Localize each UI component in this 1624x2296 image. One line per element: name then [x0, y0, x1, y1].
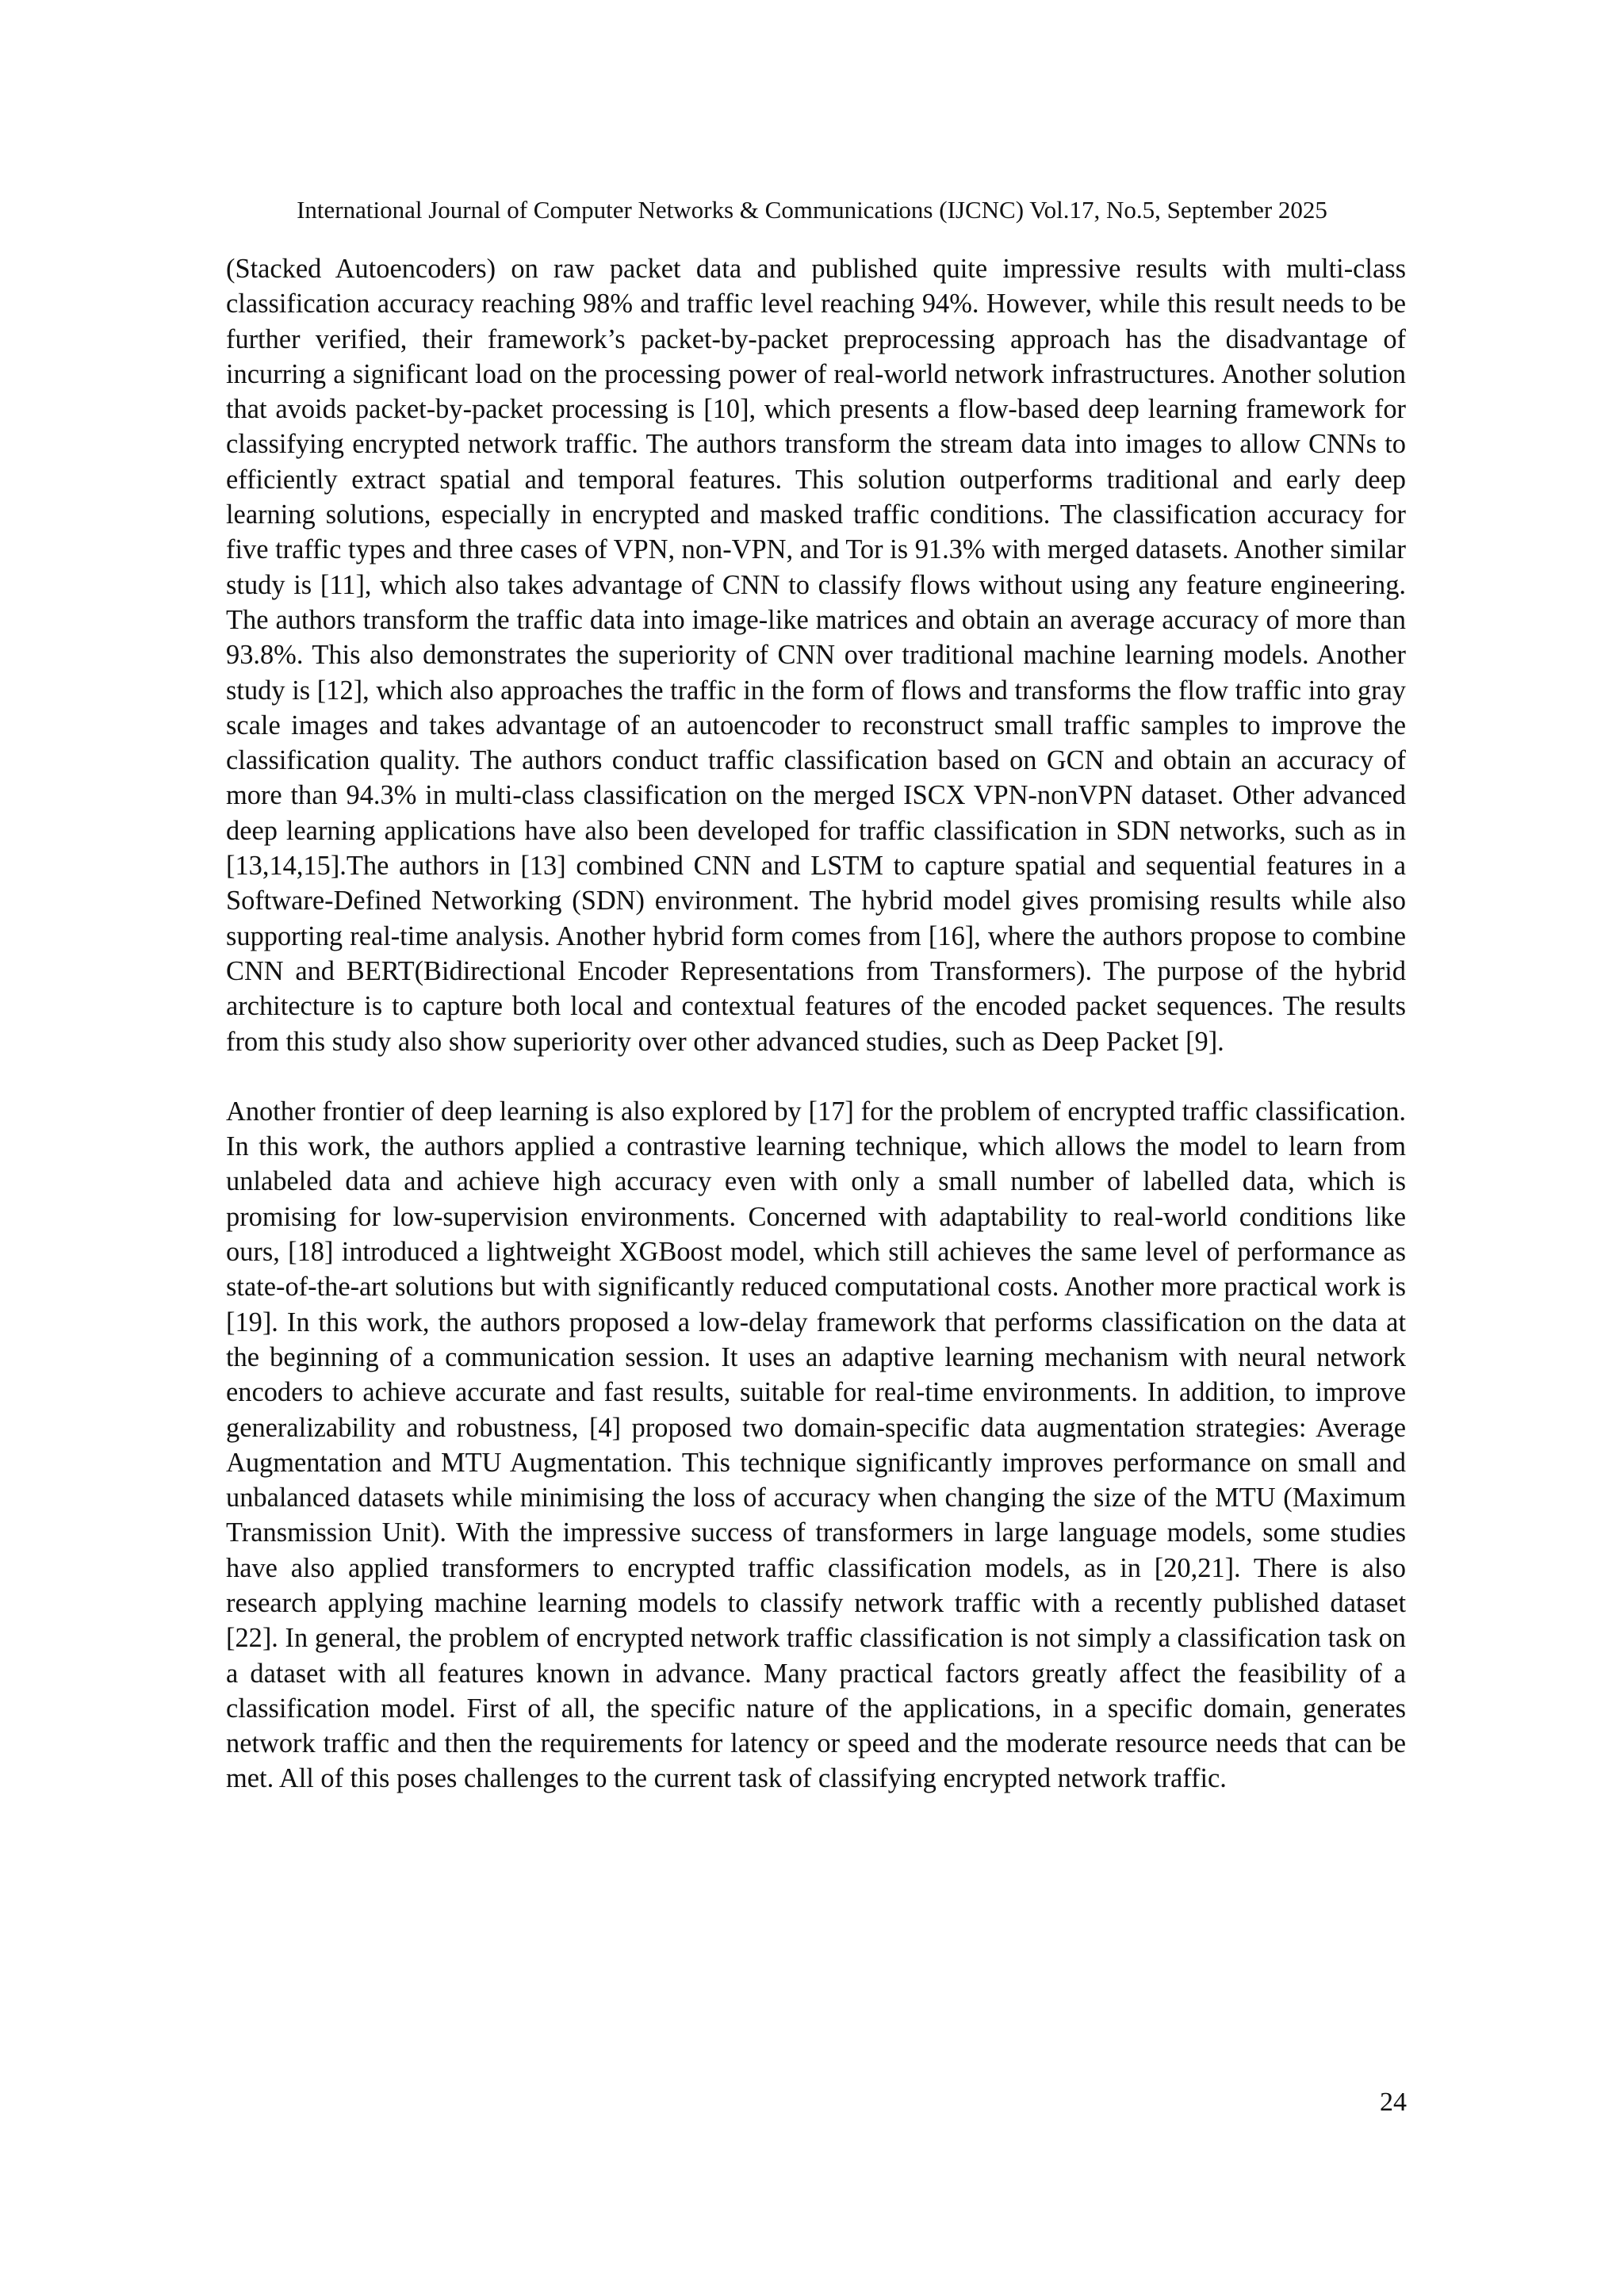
- page-number: 24: [1380, 2087, 1407, 2117]
- journal-header: International Journal of Computer Networks & Communications (IJCNC) Vol.17, No.5, September 2025: [297, 196, 1327, 224]
- paragraph-deep-learning-approaches: (Stacked Autoencoders) on raw packet data and published quite impressive results with multi-class classification accuracy reaching 98% and traffic level reaching 94%. However, while this result needs to be further verified, their framework’s packet-by-packet preprocessing approach has the disadvantage of incurring a significant load on the processing power of real-world network infrastructures. Another solution that avoids packet-by-packet processing is [10], which presents a flow-based deep learning framework for classifying encrypted network traffic. The authors transform the stream data into images to allow CNNs to efficiently extract spatial and temporal features. This solution outperforms traditional and early deep learning solutions, especially in encrypted and masked traffic conditions. The classification accuracy for five traffic types and three cases of VPN, non-VPN, and Tor is 91.3% with merged datasets. Another similar study is [11], which also takes advantage of CNN to classify flows without using any feature engineering. The authors transform the traffic data into image-like matrices and obtain an average accuracy of more than 93.8%. This also demonstrates the superiority of CNN over traditional machine learning models. Another study is [12], which also approaches the traffic in the form of flows and transforms the flow traffic into gray scale images and takes advantage of an autoencoder to reconstruct small traffic samples to improve the classification quality. The authors conduct traffic classification based on GCN and obtain an accuracy of more than 94.3% in multi-class classification on the merged ISCX VPN-nonVPN dataset. Other advanced deep learning applications have also been developed for traffic classification in SDN networks, such as in [13,14,15].The authors in [13] combined CNN and LSTM to capture spatial and sequential features in a Software-Defined Networking (SDN) environment. The hybrid model gives promising results while also supporting real-time analysis. Another hybrid form comes from [16], where the authors propose to combine CNN and BERT(Bidirectional Encoder Representations from Transformers). The purpose of the hybrid architecture is to capture both local and contextual features of the encoded packet sequences. The results from this study also show superiority over other advanced studies, such as Deep Packet [9].: [226, 254, 1406, 1057]
- body-text: [226, 251, 1406, 1797]
- paragraph-other-frontiers: Another frontier of deep learning is also explored by [17] for the problem of encrypted traffic classification. In this work, the authors applied a contrastive learning technique, which allows the model to learn from unlabeled data and achieve high accuracy even with only a small number of labelled data, which is promising for low-supervision environments. Concerned with adaptability to real-world conditions like ours, [18] introduced a lightweight XGBoost model, which still achieves the same level of performance as state-of-the-art solutions but with significantly reduced computational costs. Another more practical work is [19]. In this work, the authors proposed a low-delay framework that performs classification on the data at the beginning of a communication session. It uses an adaptive learning mechanism with neural network encoders to achieve accurate and fast results, suitable for real-time environments. In addition, to improve generalizability and robustness, [4] proposed two domain-specific data augmentation strategies: Average Augmentation and MTU Augmentation. This technique significantly improves performance on small and unbalanced datasets while minimising the loss of accuracy when changing the size of the MTU (Maximum Transmission Unit). With the impressive success of transformers in large language models, some studies have also applied transformers to encrypted traffic classification models, as in [20,21]. There is also research applying machine learning models to classify network traffic with a recently published dataset [22]. In general, the problem of encrypted network traffic classification is not simply a classification task on a dataset with all features known in advance. Many practical factors greatly affect the feasibility of a classification model. First of all, the specific nature of the applications, in a specific domain, generates network traffic and then the requirements for latency or speed and the moderate resource needs that can be met. All of this poses challenges to the current task of classifying encrypted network traffic.: [226, 1096, 1406, 1794]
